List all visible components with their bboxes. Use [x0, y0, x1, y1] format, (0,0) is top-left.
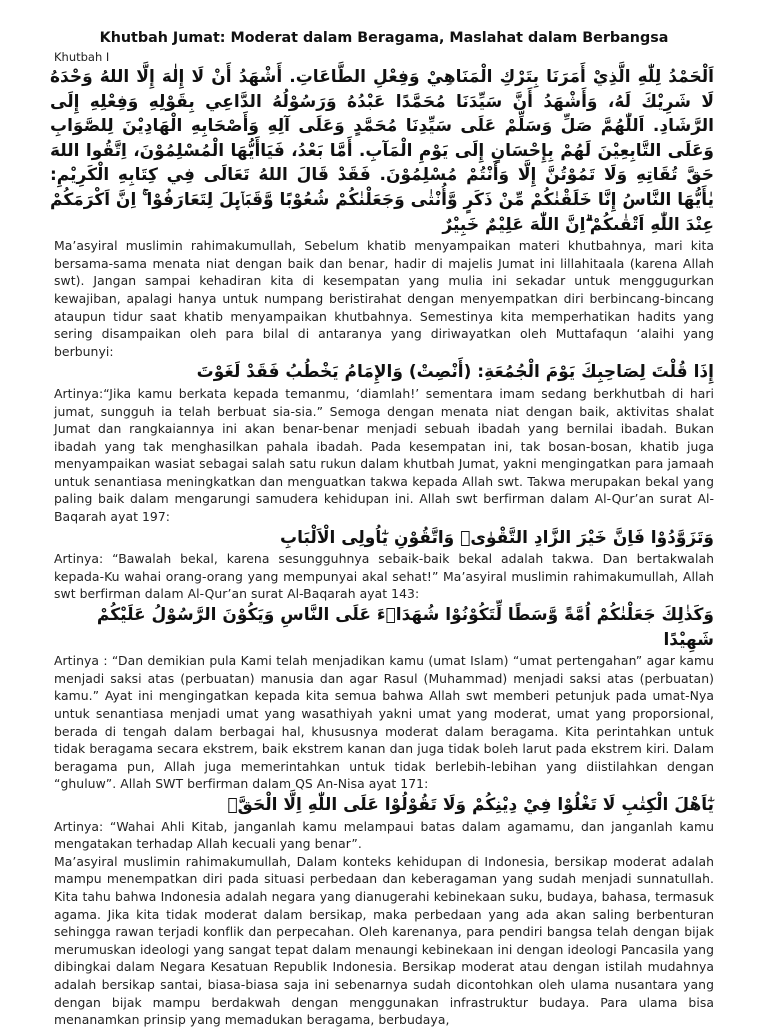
- section-label: Khutbah I: [54, 50, 110, 64]
- hadith-arabic-text: إِذَا قُلْتَ لِصَاحِبِكَ يَوْمَ الْجُمُعَةِ: (أَنْصِتْ) وَالإِمَامُ يَخْطُبُ فَقَدْ لَغَوْتَ: [196, 362, 714, 383]
- document-title: Khutbah Jumat: Moderat dalam Beragama, Maslahat dalam Berbangsa: [99, 30, 669, 46]
- paragraph-3: Artinya: “Bawalah bekal, karena sesungguhnya sebaik-baik bekal adalah takwa. Dan bertakwalah kepada-Ku wahai orang-orang yang mempunyai akal sehat!” Ma’asyiral muslimin rahimakumullah, Allah swt berfirman dalam Al-Qur’an surat Al-Baqarah ayat 143:: [54, 551, 714, 602]
- paragraph-6: Ma’asyiral muslimin rahimakumullah, Dalam konteks kehidupan di Indonesia, bersikap moderat adalah mampu menempatkan diri pada situasi perbedaan dan keberagaman yang sudah menjadi sunnatullah. Kita tahu bahwa Indonesia adalah negara yang dianugerahi kebinekaan suku, budaya, bahasa, termasuk agama. Jika kita tidak moderat dalam bersikap, maka perbedaan yang ada akan saling berbenturan sehingga rawan terjadi konflik dan perpecahan. Oleh karenanya, para pendiri bangsa telah dengan bijak merumuskan ideologi yang sangat tepat dalam menaungi kebinekaan ini dengan ideologi Pancasila yang dibingkai dalam Negara Kesatuan Republik Indonesia. Bersikap moderat atau dengan istilah mudahnya adalah bersikap santai, biasa-biasa saja ini sebenarnya sudah dicontohkan oleh ulama nusantara yang dengan bijak mampu berdakwah dengan menggunakan infrastruktur budaya. Para ulama bisa menanamkan prinsip yang memadukan beragama, berbudaya,: [54, 853, 714, 1028]
- verse-2-arabic-text: وَكَذٰلِكَ جَعَلْنٰكُمْ اُمَّةً وَّسَطًا لِّتَكُوْنُوْا شُهَدَاۤءَ عَلَى النَّاسِ وَيَكُوْنَ الرَّسُوْلُ عَلَيْكُمْ شَهِيْدًا: [96, 605, 714, 650]
- paragraph-1: Ma’asyiral muslimin rahimakumullah, Sebelum khatib menyampaikan materi khutbahnya, mari kita bersama-sama menata niat dengan baik dan benar, hadir di majelis Jumat ini lillahitaala (karena Allah swt). Jangan sampai kehadiran kita di kesempatan yang mulia ini sekadar untuk menggugurkan kewajiban, apalagi hanya untuk numpang beristirahat dengan menyempatkan diri berbincang-bincang ataupun tidur saat khatib menyampaikan khutbahnya. Semestinya kita memperhatikan hadits yang sering disampaikan oleh para bilal di antaranya yang diriwayatkan oleh Muttafaqun ‘alaihi yang berbunyi:: [54, 238, 714, 359]
- verse-1-arabic-text: وَتَزَوَّدُوْا فَاِنَّ خَيْرَ الزَّادِ التَّقْوٰىۖ وَاتَّقُوْنِ يٰٓاُولِى الْاَلْبَابِ: [280, 527, 714, 548]
- paragraph-5: Artinya: “Wahai Ahli Kitab, janganlah kamu melampaui batas dalam agamamu, dan janganlah kamu mengatakan terhadap Allah kecuali yang benar”.: [54, 818, 714, 852]
- paragraph-2: Artinya:“Jika kamu berkata kepada temanmu, ‘diamlah!’ sementara imam sedang berkhutbah di hari jumat, sungguh ia telah berbuat sia-sia.” Semoga dengan menata niat dengan baik, aktivitas shalat Jumat dan rangkaiannya ini akan benar-benar menjadi sebuah ibadah yang bernilai ibadah. Bukan ibadah yang tak menghasilkan pahala ibadah. Pada kesempatan ini, tak bosan-bosan, khatib juga menyampaikan wasiat sebagai salah satu rukun dalam khutbah Jumat, yakni mengingatkan para jamaah untuk senantiasa meningkatkan dan menguatkan takwa kepada Allah swt. Takwa merupakan bekal yang paling baik dalam mengarungi samudera kehidupan ini. Allah swt berfirman dalam Al-Qur’an surat Al-Baqarah ayat 197:: [54, 385, 714, 525]
- opening-arabic-text: اَلْحَمْدُ لِلّٰهِ الَّذِيْ أَمَرَنَا بِتَرْكِ الْمَنَاهِيْ وَفِعْلِ الطَّاعَاتِ. أَشْهَدُ أَنْ لَا إِلٰهَ إِلَّا اللهُ وَحْدَهُ لَا شَرِيْكَ لَهُ، وَأَشْهَدُ أَنَّ سَيِّدَنَا مُحَمَّدًا عَبْدُهُ وَرَسُوْلُهُ الدَّاعِي بِقَوْلِهِ وَفِعْلِهِ إِلَى الرَّشَادِ. اَللّٰهُمَّ صَلِّ وَسَلِّمْ عَلَى سَيِّدِنَا مُحَمَّدٍ وَعَلَى آلِهِ وَأَصْحَابِهِ الْهَادِيْنَ لِلصَّوَابِ وَعَلَى التَّابِعِيْنَ لَهُمْ بِإِحْسَانٍ إِلَى يَوْمِ الْمَآبِ. أَمَّا بَعْدُ، فَيَاأَيُّهَا الْمُسْلِمُوْنَ، اِتَّقُوا اللهَ حَقَّ تُقَاتِهِ وَلَا تَمُوْتُنَّ إِلَّا وَأَنْتُمْ مُسْلِمُوْنَ. فَقَدْ قَالَ اللهُ تَعَالَى فِي كِتَابِهِ الْكَرِيْمِ: يٰأَيُّهَا النَّاسُ إِنَّا خَلَقْنٰكُمْ مِّنْ ذَكَرٍ وَّأُنْثٰى وَجَعَلْنٰكُمْ شُعُوْبًا وَّقَبَاۤىِٕلَ لِتَعَارَفُوْا ۚ اِنَّ اَكْرَمَكُمْ عِنْدَ اللّٰهِ اَتْقٰىكُمْ ۗاِنَّ اللّٰهَ عَلِيْمٌ خَبِيْرٌ: [49, 67, 714, 235]
- verse-3-arabic-text: يٰٓاَهْلَ الْكِتٰبِ لَا تَغْلُوْا فِيْ دِيْنِكُمْ وَلَا تَقُوْلُوْا عَلَى اللّٰهِ اِلَّا الْحَقَّۗ: [227, 794, 714, 815]
- paragraph-4: Artinya : “Dan demikian pula Kami telah menjadikan kamu (umat Islam) “umat pertengahan” agar kamu menjadi saksi atas (perbuatan) manusia dan agar Rasul (Muhammad) menjadi saksi atas (perbuatan) kamu.” Ayat ini mengingatkan kepada kita semua bahwa Allah swt memberi petunjuk pada umat-Nya untuk senantiasa menjadi umat yang wasathiyah yakni umat yang moderat, umat yang proporsional, berada di tengah dalam berbagai hal, khususnya moderat dalam beragama. Kita perintahkan untuk tidak beragama secara ekstrem, baik ekstrem kanan dan juga tidak boleh larut pada ekstrem kiri. Dalam beragama pun, Allah juga memerintahkan untuk tidak berlebih-lebihan yang diistilahkan dengan “ghuluw”. Allah SWT berfirman dalam QS An-Nisa ayat 171:: [54, 653, 714, 792]
